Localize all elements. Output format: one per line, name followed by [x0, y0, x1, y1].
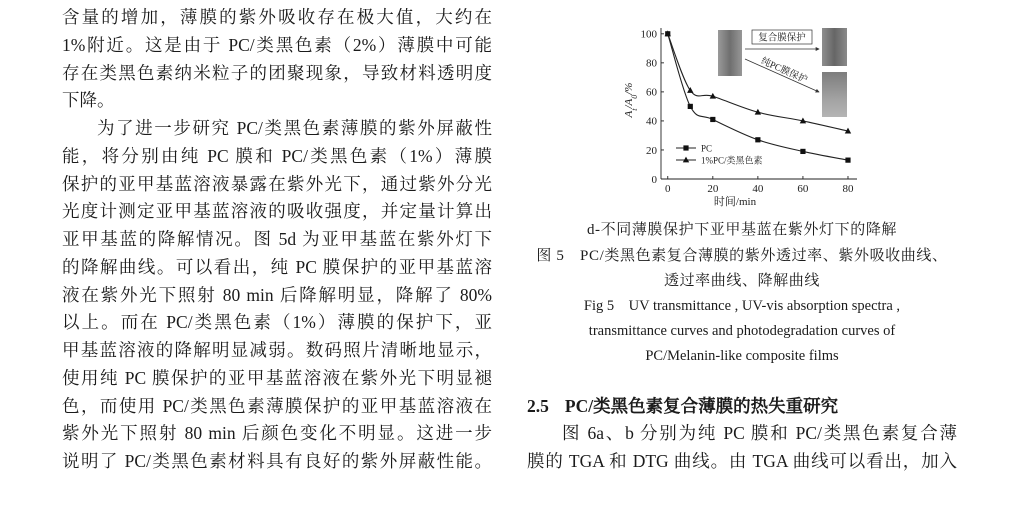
x-tick-label: 60 [797, 183, 809, 195]
y-tick-label: 20 [646, 144, 657, 157]
y-tick-label: 60 [646, 86, 657, 99]
text-line: 以上。而在 PC/类黑色素（1%）薄膜的保护下，亚 [62, 312, 492, 333]
text-line: 液在紫外光下照射 80 min 后降解明显，降解了 80% [62, 284, 492, 305]
text-line: 紫外光下照射 80 min 后颜色变化不明显。这进一步 [62, 423, 492, 444]
x-tick-label: 20 [707, 183, 719, 195]
legend-label-2: 1%PC/类黑色素 [701, 155, 763, 166]
photo-composite-film-protected [822, 28, 847, 66]
text-line: 图 6a、b 分别为纯 PC 膜和 PC/类黑色素复合薄 [562, 423, 957, 444]
left-column-text [62, 4, 492, 476]
text-line: 膜的 TGA 和 DTG 曲线。由 TGA 曲线可以看出，加入 [527, 451, 957, 472]
annotations [745, 30, 819, 92]
section-heading [527, 393, 957, 421]
series-1-data-point [755, 137, 760, 142]
text-line: 的降解曲线。可以看出，纯 PC 膜保护的亚甲基蓝溶 [62, 256, 492, 277]
text-line: 色，而使用 PC/类黑色素薄膜保护的亚甲基蓝溶液在 [62, 395, 492, 416]
text-line: 能，将分别由纯 PC 膜和 PC/类黑色素（1%）薄膜 [62, 145, 492, 166]
y-axis-label-part: A [623, 110, 635, 118]
series-1-data-point [800, 149, 805, 154]
caption-en-line: transmittance curves and photodegradation curves of [588, 322, 896, 339]
x-tick-label: 0 [665, 183, 671, 195]
photo-initial-solution [718, 30, 742, 76]
figure-subcaption: d-不同薄膜保护下亚甲基蓝在紫外灯下的降解 [586, 221, 898, 238]
text-line: 保护的亚甲基蓝溶液暴露在紫外光下，通过紫外分光 [62, 173, 492, 194]
y-tick-label: 40 [646, 115, 657, 128]
legend [676, 143, 763, 165]
text-line: 1%附近。这是由于 PC/类黑色素（2%）薄膜中可能 [62, 34, 492, 55]
text-line: 说明了 PC/类黑色素材料具有良好的紫外屏蔽性能。 [62, 451, 492, 472]
section-number: 2.5 [527, 395, 549, 416]
x-tick-label: 80 [842, 183, 854, 195]
legend-item-2 [676, 154, 763, 165]
y-axis-label-part: /% [623, 82, 635, 95]
figure-caption [527, 217, 957, 369]
degradation-chart [600, 15, 870, 215]
legend-item-1 [676, 143, 712, 153]
x-tick-label: 40 [752, 183, 764, 195]
series-1-data-point [845, 158, 850, 163]
section-title: PC/类黑色素复合薄膜的热失重研究 [564, 395, 839, 416]
text-line: 为了进一步研究 PC/类黑色素薄膜的紫外屏蔽性 [97, 118, 492, 139]
right-column-text [527, 393, 957, 476]
caption-cn-line: 图 5 PC/类黑色素复合薄膜的紫外透过率、紫外吸收曲线、 [536, 247, 948, 264]
x-axis-label: 时间/min [713, 196, 757, 208]
legend-marker-square [683, 145, 688, 150]
y-tick-label: 100 [640, 28, 657, 41]
series-1-data-point [710, 117, 715, 122]
text-line: 含量的增加，薄膜的紫外吸收存在极大值，大约在 [62, 7, 492, 28]
series-2-line [668, 34, 848, 131]
text-line: 下降。 [62, 90, 115, 111]
y-axis-label [623, 83, 639, 119]
y-axis-label-subscript: t [629, 108, 639, 111]
caption-en-line: Fig 5 UV transmittance , UV-vis absorption spectra , [583, 297, 901, 314]
legend-label-1: PC [701, 143, 713, 154]
caption-en-line: PC/Melanin-like composite films [645, 347, 839, 364]
text-line: 存在类黑色素纳米粒子的团聚现象，导致材料透明度 [62, 62, 492, 83]
text-line: 亚甲基蓝的降解情况。图 5d 为亚甲基蓝在紫外灯下 [62, 229, 492, 250]
caption-cn-line: 透过率曲线、降解曲线 [663, 272, 820, 289]
series-1-data-point [688, 104, 693, 109]
y-tick-label: 80 [646, 57, 657, 70]
series-2-data-point [687, 87, 693, 93]
y-tick-label: 0 [651, 173, 657, 186]
photo-pure-pc-protected [822, 72, 847, 117]
text-line: 甲基蓝溶液的降解明显减弱。数码照片清晰地显示， [62, 340, 492, 361]
text-line: 光度计测定亚甲基蓝溶液的吸收强度，并定量计算出 [62, 201, 492, 222]
text-line: 使用纯 PC 膜保护的亚甲基蓝溶液在紫外光下明显褪 [62, 367, 492, 388]
y-axis-label-subscript: 0 [629, 94, 639, 99]
y-axis-label-part: /A [623, 98, 635, 109]
annotation-pure-pc-label: 纯PC膜保护 [759, 56, 809, 86]
annotation-composite-film-label: 复合膜保护 [758, 33, 806, 44]
